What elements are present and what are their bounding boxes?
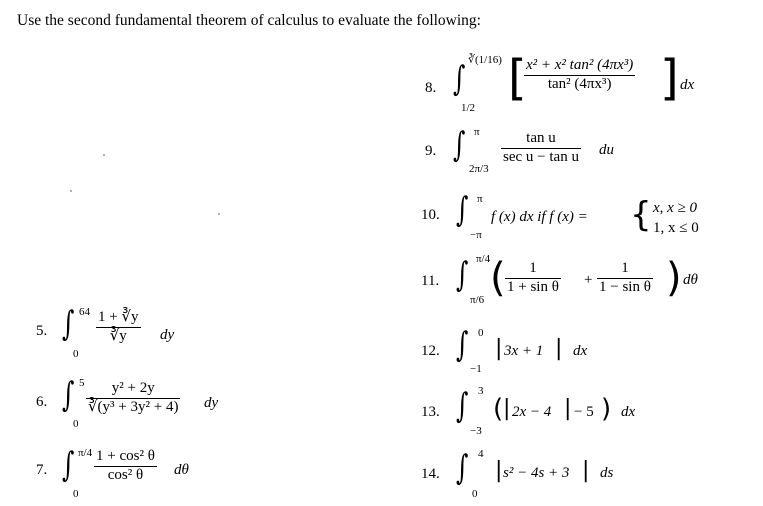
subtract-term: − 5 [574,404,594,420]
problem-number: 14. [421,466,440,482]
integrand-fraction [524,58,635,93]
right-paren: ) [666,255,682,301]
lower-limit: 2π/3 [469,163,489,175]
problem-number: 9. [425,143,437,159]
upper-limit: ∛(1/16) [468,54,502,66]
differential: dθ [174,462,189,478]
integrand-fraction [94,449,157,484]
denominator: ∛(y³ + 3y² + 4) [88,398,179,415]
integral-sign: ∫ [456,255,469,295]
differential: dy [160,327,175,343]
integral-sign: ∫ [456,386,469,426]
numerator: tan u [526,130,556,146]
denominator: ∛y [109,327,127,344]
abs-bar-right: | [555,336,563,361]
integrand-fraction [86,381,180,416]
left-brace: { [630,195,652,235]
integrand-expression: s² − 4s + 3 [503,465,570,481]
lower-limit: 0 [73,348,79,360]
differential: dx [573,343,588,359]
abs-bar-left: | [495,458,503,483]
lower-limit: π/6 [470,294,485,306]
problem-number: 11. [421,273,440,289]
numerator: 1 + ∛y [98,309,139,325]
upper-limit: 5 [79,377,85,389]
second-fraction [597,261,653,296]
problem-number: 12. [421,343,440,359]
plus-sign: + [584,272,593,288]
integral-sign: ∫ [62,304,75,344]
integral-sign: ∫ [62,375,75,415]
lower-limit: 0 [472,488,478,500]
upper-limit: π/4 [476,253,491,265]
right-paren: ) [601,394,612,424]
left-paren: ( [490,255,506,301]
left-paren: ( [493,394,504,424]
integral-sign: ∫ [456,325,469,365]
lower-limit: −π [470,229,482,241]
lower-limit: −1 [470,363,482,375]
problem-number: 8. [425,80,437,96]
denominator: 1 + sin θ [507,278,559,295]
upper-limit: π [477,193,483,205]
upper-limit: 0 [478,327,484,339]
problem-number: 7. [36,462,48,478]
integral-sign: ∫ [453,125,466,165]
differential: dx [621,404,636,420]
numerator: 1 [621,260,629,276]
upper-limit: 4 [478,448,484,460]
problem-number: 10. [421,207,440,223]
numerator: 1 [529,260,537,276]
inner-expression: 2x − 4 [512,404,552,420]
upper-limit: 3 [478,385,484,397]
lower-limit: −3 [470,425,482,437]
denominator: cos² θ [107,466,144,483]
differential: dx [680,77,695,93]
integral-sign: ∫ [456,190,469,230]
lower-limit: 0 [73,488,79,500]
instruction-text: Use the second fundamental theorem of calculus to evaluate the following: [17,12,481,29]
problem-number: 13. [421,404,440,420]
upper-limit: 64 [79,306,90,318]
abs-bar-left: | [503,396,511,421]
integral-sign: ∫ [453,59,466,99]
problem-number: 6. [36,394,48,410]
integrand-expression: f (x) dx if f (x) = [491,209,588,225]
abs-bar-right: | [582,458,590,483]
integrand-fraction [501,131,581,166]
abs-bar-right: | [564,396,572,421]
integrand-fraction [96,310,141,345]
differential: dθ [683,272,698,288]
lower-limit: 1/2 [461,102,476,114]
left-bracket: [ [508,50,527,106]
problem-number: 5. [36,323,48,339]
denominator: sec u − tan u [503,148,579,165]
numerator: 1 + cos² θ [96,448,155,464]
differential: du [599,142,614,158]
scan-speck [70,190,72,192]
scan-speck [218,213,220,215]
integrand-expression: 3x + 1 [504,343,544,359]
upper-limit: π [474,126,480,138]
differential: ds [600,465,614,481]
scan-speck [103,154,105,156]
first-fraction [505,261,561,296]
numerator: y² + 2y [111,380,155,396]
lower-limit: 0 [73,418,79,430]
integral-sign: ∫ [456,448,469,488]
numerator: x² + x² tan² (4πx³) [526,57,634,73]
upper-limit: π/4 [78,447,93,459]
denominator: tan² (4πx³) [547,75,612,92]
piecewise-case-1: x, x ≥ 0 [653,200,698,216]
denominator: 1 − sin θ [599,278,651,295]
abs-bar-left: | [495,336,503,361]
integral-sign: ∫ [62,445,75,485]
right-bracket: ] [660,50,679,106]
piecewise-case-2: 1, x ≤ 0 [653,220,699,236]
differential: dy [204,395,219,411]
